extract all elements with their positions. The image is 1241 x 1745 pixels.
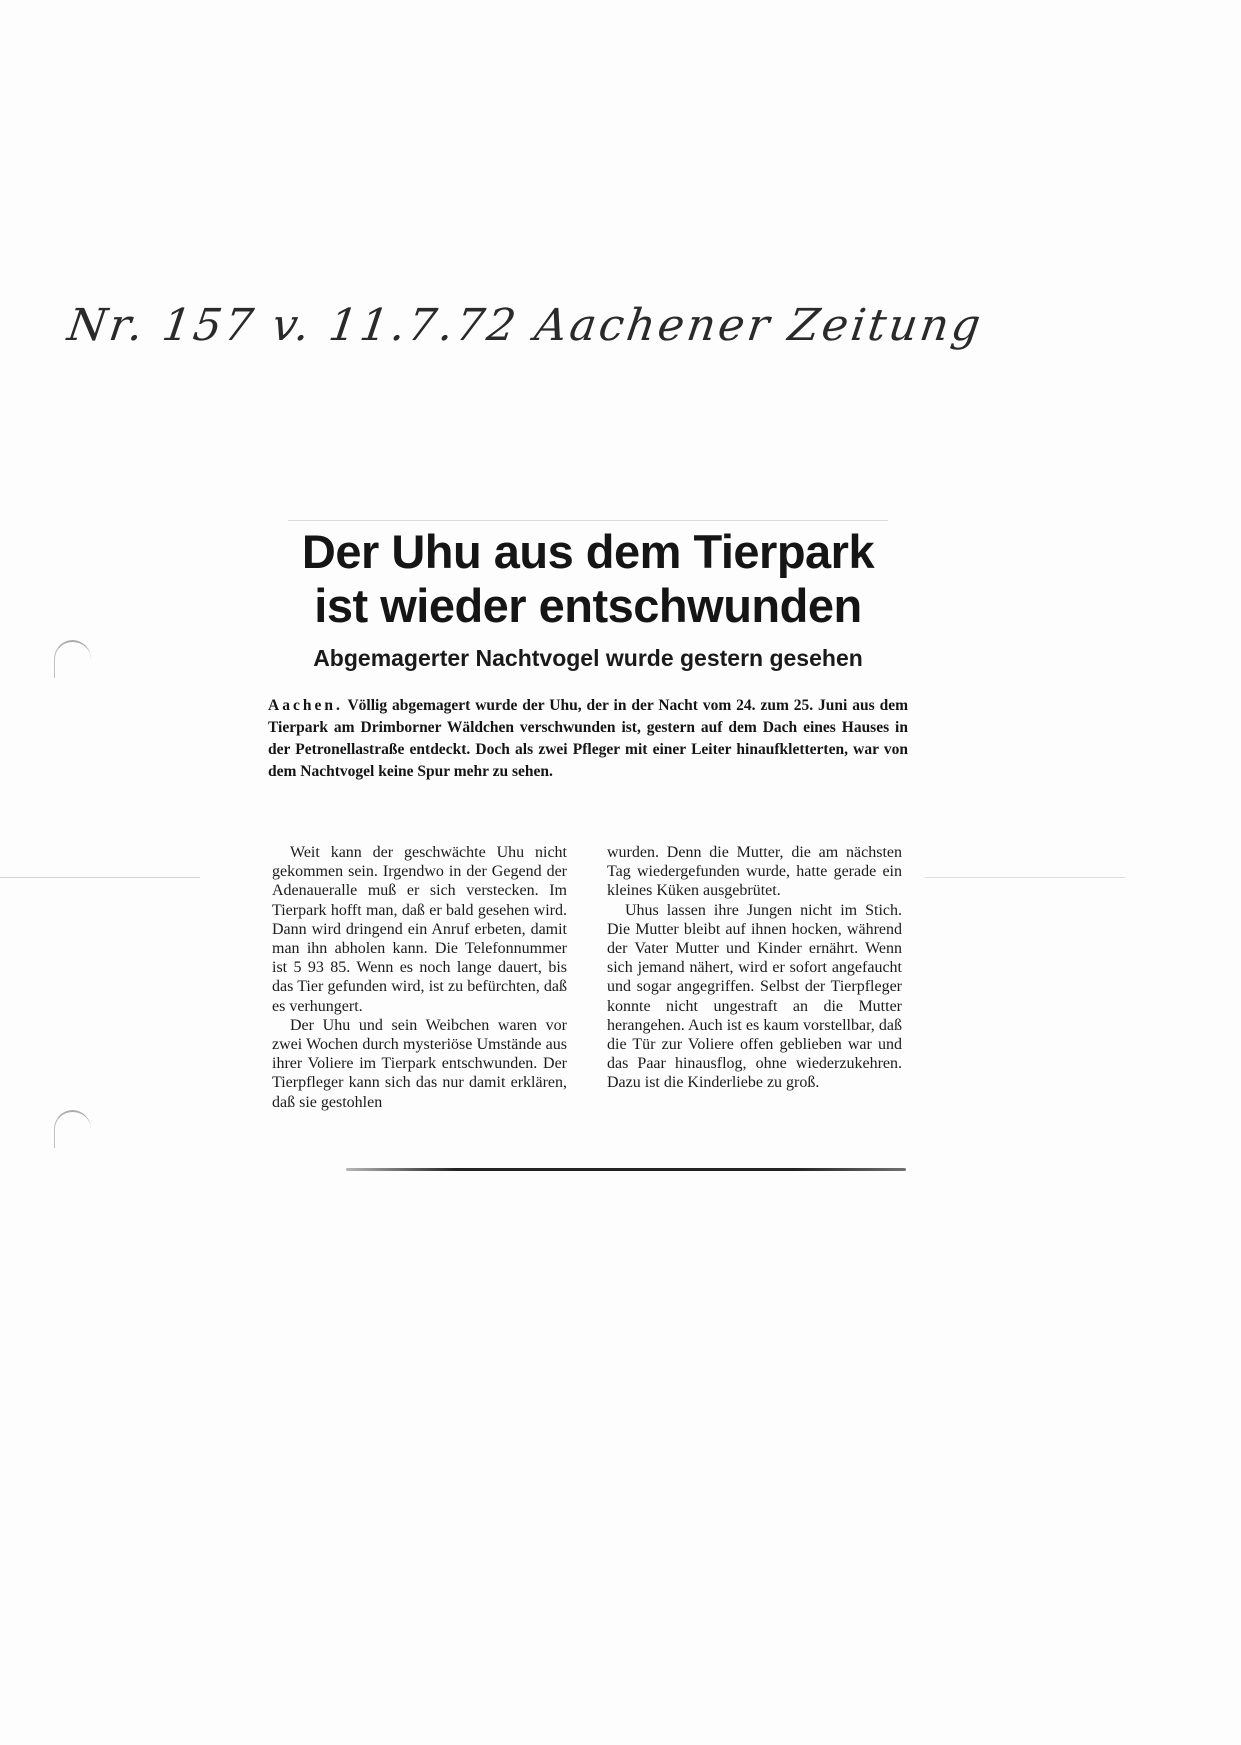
handwritten-annotation: Nr. 157 v. 11.7.72 Aachener Zeitung — [64, 300, 987, 351]
clipping-top-edge — [288, 520, 888, 521]
body-paragraph: Weit kann der geschwächte Uhu nicht gekommen sein. Irgendwo in der Gegend der Adenaueralle muß er sich verstecken. Im Tierpark hofft man, daß er bald gesehen wird. Dann wird dringend ein Anruf erbeten, damit man ihn abholen kann. Die Telefonnummer ist 5 93 85. Wenn es noch lange dauert, bis das Tier gefunden wird, ist zu befürchten, daß es verhungert. — [272, 844, 567, 1015]
headline-line-1: Der Uhu aus dem Tierpark — [301, 525, 875, 578]
scan-artifact-line — [0, 877, 200, 878]
lead-text: Völlig abgemagert wurde der Uhu, der in der Nacht vom 24. zum 25. Juni aus dem Tierpark am Drimborner Wäldchen verschwunden ist, gestern auf dem Dach eines Hauses in der Petronellastraße entdeckt. Doch als zwei Pfleger mit einer Leiter hinaufkletterten, war von dem Nachtvogel keine Spur mehr zu sehen. — [268, 697, 908, 780]
article-body — [272, 843, 902, 1112]
article-subheadline: Abgemagerter Nachtvogel wurde gestern gesehen — [313, 645, 863, 671]
newspaper-clipping — [268, 525, 908, 1185]
scan-artifact-line — [925, 877, 1125, 878]
body-paragraph: Der Uhu und sein Weibchen waren vor zwei Wochen durch mysteriöse Umstände aus ihrer Voliere im Tierpark entschwunden. Der Tierpfleger kann sich das nur damit erklären, daß sie gestohlen — [272, 1016, 567, 1111]
article-lead — [268, 695, 908, 783]
lead-dateline: Aachen. — [268, 697, 343, 714]
article-end-rule — [346, 1168, 906, 1171]
punch-hole-mark-lower — [54, 1110, 91, 1148]
article-headline — [268, 525, 908, 633]
body-paragraph: Uhus lassen ihre Jungen nicht im Stich. Die Mutter bleibt auf ihnen hocken, während der Vater Mutter und Kinder ernährt. Wenn sich jemand nähert, wird er sofort angefaucht und sogar angegriffen. Selbst der Tierpfleger konnte nicht ungestraft an die Mutter herangehen. Auch ist es kaum vorstellbar, daß die Tür zur Voliere offen geblieben war und das Paar hinausflog, ohne wiederzukehren. Dazu ist die Kinderliebe zu groß. — [607, 901, 902, 1092]
body-column-left — [272, 843, 567, 1112]
body-column-right — [607, 843, 902, 1112]
body-paragraph: wurden. Denn die Mutter, die am nächsten Tag wiedergefunden wurde, hatte gerade ein kleines Küken ausgebrütet. — [607, 844, 902, 900]
punch-hole-mark-upper — [54, 640, 91, 678]
headline-line-2: ist wieder entschwunden — [314, 579, 862, 632]
